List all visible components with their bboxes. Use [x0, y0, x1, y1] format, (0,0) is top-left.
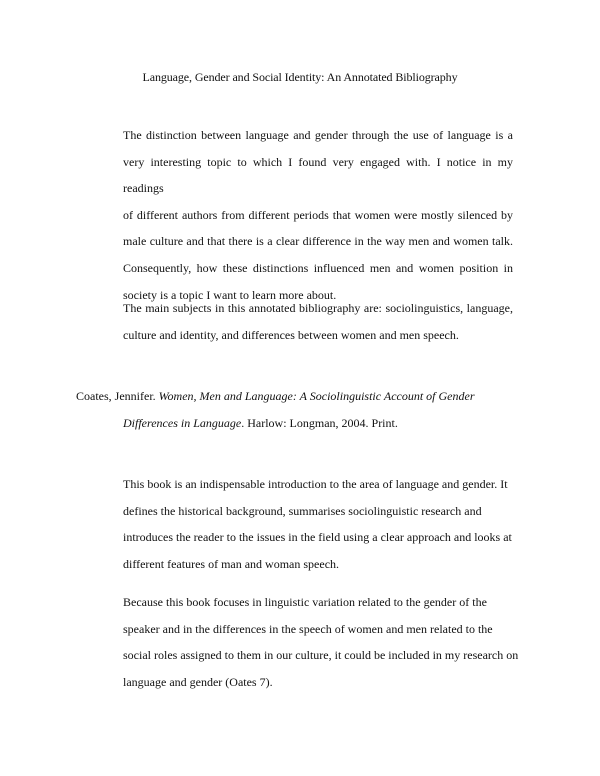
citation-title-part1: Women, Men and Language: A Sociolinguistic Account of Gender [158, 389, 475, 403]
intro-line: very interesting topic to which I found very engaged with. I notice in my readings [123, 154, 513, 196]
annotation-paragraph-2 [123, 589, 519, 695]
intro-line: Consequently, how these distinctions influenced men and women position in [123, 260, 513, 275]
annotation-line: social roles assigned to them in our culture, it could be included in my research on [123, 648, 519, 663]
citation-line-2 [76, 410, 516, 437]
citation-publication: . Harlow: Longman, 2004. Print. [241, 415, 398, 430]
annotation-line: defines the historical background, summarises sociolinguistic research and [123, 503, 482, 518]
annotation-paragraph-1 [123, 471, 513, 577]
subjects-line: The main subjects in this annotated bibliography are: sociolinguistics, language, [123, 301, 513, 315]
annotation-line: speaker and in the differences in the speech of women and men related to the [123, 621, 493, 636]
document-title: Language, Gender and Social Identity: An Annotated Bibliography [142, 70, 458, 84]
citation-author: Coates, Jennifer. [76, 389, 159, 403]
bibliography-citation [76, 383, 516, 436]
annotation-line: This book is an indispensable introduction to the area of language and gender. It [123, 477, 508, 491]
intro-line: of different authors from different periods that women were mostly silenced by [123, 207, 513, 222]
citation-line-1 [76, 383, 516, 410]
subjects-line: culture and identity, and differences between women and men speech. [123, 327, 459, 342]
citation-title-part2: Differences in Language [123, 415, 242, 430]
intro-line: male culture and that there is a clear difference in the way men and women talk. [123, 234, 513, 249]
intro-paragraph [123, 122, 513, 308]
annotation-line: language and gender (Oates 7). [123, 674, 273, 689]
subjects-paragraph [123, 295, 513, 348]
annotation-line: different features of man and woman speech. [123, 556, 340, 571]
annotation-line: introduces the reader to the issues in the field using a clear approach and looks at [123, 530, 512, 545]
annotation-line: Because this book focuses in linguistic variation related to the gender of the [123, 595, 487, 609]
intro-line: society is a topic I want to learn more about. [123, 287, 337, 302]
intro-line: The distinction between language and gender through the use of language is a [123, 128, 513, 142]
